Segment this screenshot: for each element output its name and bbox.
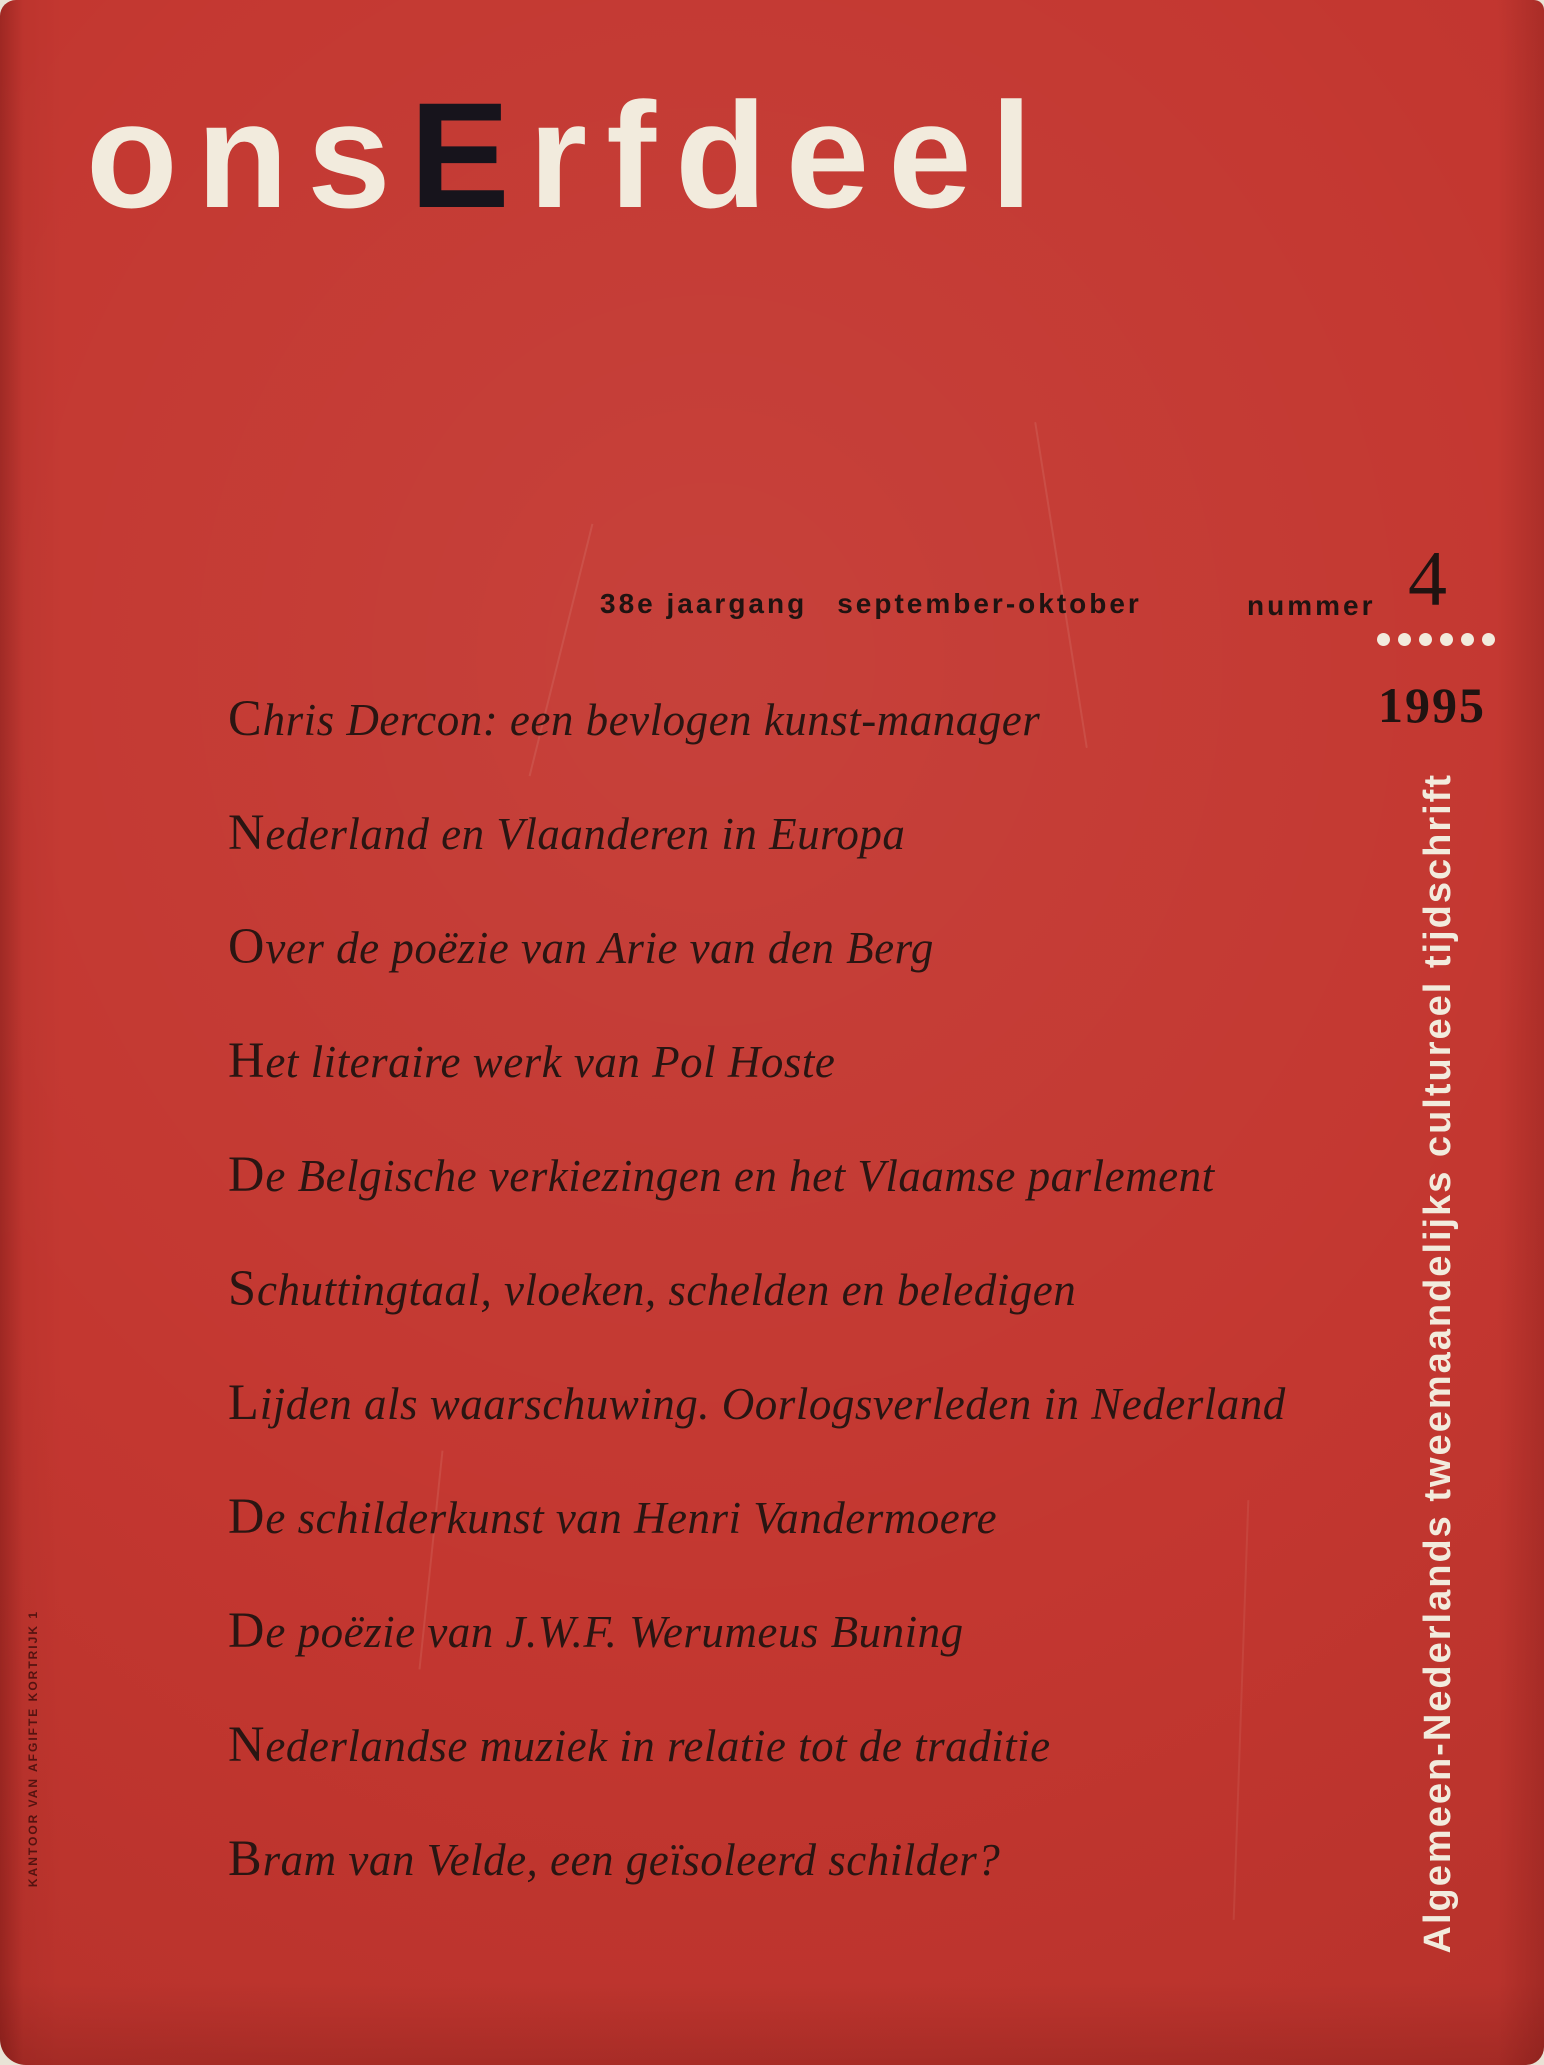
issue-number: 4: [1408, 535, 1447, 622]
issue-period-label: september-oktober: [837, 588, 1142, 619]
article-title: [228, 918, 1318, 974]
article-title: [228, 804, 1318, 860]
masthead-title: [86, 71, 1052, 239]
issue-year: 1995: [1378, 677, 1486, 733]
article-title: [228, 690, 1318, 746]
article-rest: ram van Velde, een geïsoleerd schilder?: [262, 1835, 1001, 1885]
article-rest: et literaire werk van Pol Hoste: [265, 1037, 836, 1087]
article-initial: D: [228, 1488, 266, 1544]
article-initial: C: [228, 690, 263, 746]
masthead-segment-rfdeel: rfdeel: [528, 71, 1052, 239]
issue-volume-label: 38e jaargang: [600, 588, 808, 619]
article-rest: ederlandse muziek in relatie tot de traditie: [265, 1721, 1051, 1771]
article-title: [228, 1716, 1318, 1772]
masthead-segment-ons: ons: [86, 71, 410, 239]
article-initial: S: [228, 1260, 258, 1316]
dot: [1440, 633, 1453, 646]
article-title: [228, 1032, 1318, 1088]
article-initial: B: [228, 1830, 263, 1886]
article-title: [228, 1488, 1318, 1544]
dots-row: [1377, 633, 1495, 646]
dot: [1482, 633, 1495, 646]
dot: [1377, 633, 1390, 646]
article-title: [228, 1260, 1318, 1316]
article-rest: e schilderkunst van Henri Vandermoere: [265, 1493, 998, 1543]
dot: [1461, 633, 1474, 646]
article-initial: L: [228, 1374, 260, 1430]
article-initial: D: [228, 1146, 266, 1202]
article-rest: e poëzie van J.W.F. Werumeus Buning: [265, 1607, 964, 1657]
dot: [1398, 633, 1411, 646]
article-rest: ederland en Vlaanderen in Europa: [265, 809, 906, 859]
issue-number-label: nummer: [1247, 590, 1376, 621]
article-rest: chuttingtaal, vloeken, schelden en beledigen: [257, 1265, 1077, 1315]
postal-imprint: KANTOOR VAN AFGIFTE KORTRIJK 1: [26, 1609, 40, 1887]
article-title: [228, 1146, 1318, 1202]
article-title: [228, 1602, 1318, 1658]
article-rest: hris Dercon: een bevlogen kunst-manager: [262, 695, 1041, 745]
sidebar-vertical-text: Algemeen-Nederlands tweemaandelijks cultureel tijdschrift: [1417, 772, 1459, 1953]
article-initial: O: [228, 918, 266, 974]
articles-list: [228, 690, 1318, 1886]
article-title: [228, 1830, 1318, 1886]
article-initial: H: [228, 1032, 266, 1088]
article-rest: ver de poëzie van Arie van den Berg: [265, 923, 934, 973]
article-rest: e Belgische verkiezingen en het Vlaamse parlement: [265, 1151, 1215, 1201]
article-initial: N: [228, 804, 266, 860]
issue-line: [600, 588, 1142, 620]
article-initial: N: [228, 1716, 266, 1772]
article-rest: ijden als waarschuwing. Oorlogsverleden in Nederland: [259, 1379, 1286, 1429]
article-title: [228, 1374, 1318, 1430]
masthead-segment-e: E: [409, 71, 529, 239]
dot: [1419, 633, 1432, 646]
article-initial: D: [228, 1602, 266, 1658]
